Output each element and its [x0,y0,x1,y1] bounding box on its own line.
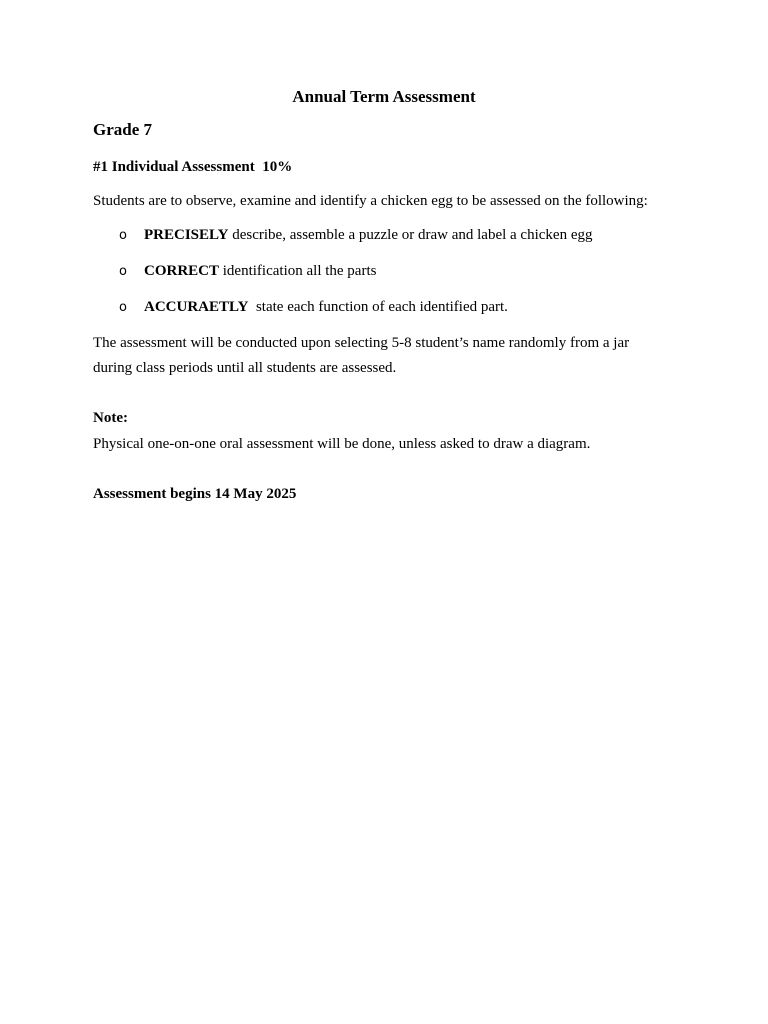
intro-paragraph: Students are to observe, examine and identify a chicken egg to be assessed on the following: [93,193,648,209]
bullet-marker: o [119,264,127,279]
assessment-start-date: Assessment begins 14 May 2025 [93,486,297,502]
section-heading: #1 Individual Assessment 10% [93,159,293,175]
note-label: Note: [93,410,128,426]
conduct-paragraph-line-2: during class periods until all students are assessed. [93,360,397,376]
bullet-marker: o [119,300,127,315]
note-text: Physical one-on-one oral assessment will be done, unless asked to draw a diagram. [93,436,591,452]
criterion-keyword: CORRECT [144,263,220,279]
criterion-keyword: PRECISELY [144,227,229,243]
bullet-marker: o [119,228,127,243]
criterion-keyword: ACCURAETLY [144,299,249,315]
criterion-text: describe, assemble a puzzle or draw and label a chicken egg [228,227,593,243]
list-item [119,298,508,317]
document-title: Annual Term Assessment [292,87,476,106]
list-item [119,262,376,281]
criterion-text: state each function of each identified part. [248,299,508,315]
criterion-text: identification all the parts [219,263,377,279]
conduct-paragraph-line-1: The assessment will be conducted upon selecting 5-8 student’s name randomly from a jar [93,335,630,351]
grade-heading: Grade 7 [93,120,153,139]
list-item [119,226,592,245]
